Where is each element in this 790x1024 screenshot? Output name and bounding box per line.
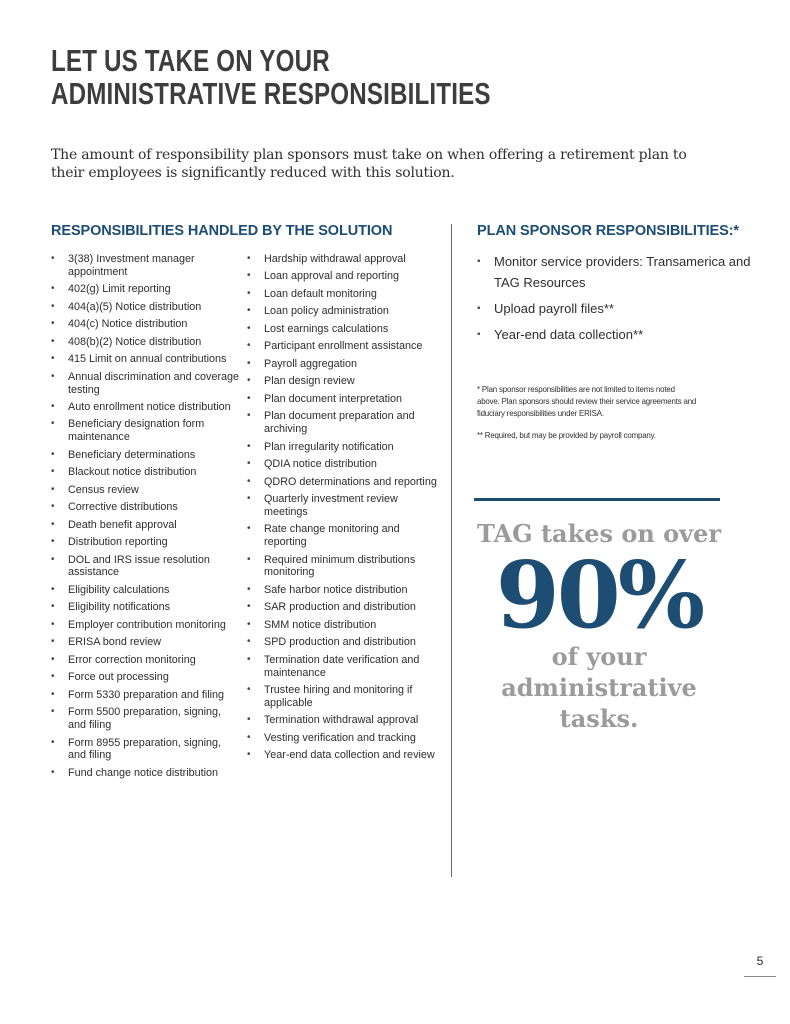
list-item: • Participant enrollment assistance [247, 340, 437, 353]
list-item: • Plan document preparation and archiving [247, 410, 437, 436]
list-item: • Fund change notice distribution [51, 767, 241, 780]
list-item: • Plan document interpretation [247, 393, 437, 406]
list-item: • QDIA notice distribution [247, 458, 437, 471]
callout-top-text: TAG takes on over [476, 519, 722, 548]
list-item: • Plan design review [247, 375, 437, 388]
sponsor-responsibilities-heading: PLAN SPONSOR RESPONSIBILITIES:* [477, 223, 739, 239]
list-item: • Loan default monitoring [247, 288, 437, 301]
solution-list-column-a [51, 253, 241, 784]
sponsor-responsibilities-list [477, 251, 757, 350]
list-item: • Trustee hiring and monitoring if applicable [247, 684, 437, 710]
list-item: • Eligibility notifications [51, 601, 241, 614]
footnote-double-asterisk: ** Required, but may be provided by payroll company. [477, 430, 656, 440]
list-item: • 3(38) Investment manager appointment [51, 253, 241, 279]
list-item: • Eligibility calculations [51, 584, 241, 597]
list-item: • Blackout notice distribution [51, 466, 241, 479]
percentage-callout [474, 518, 724, 734]
list-item: • Form 8955 preparation, signing, and filing [51, 737, 241, 763]
list-item: • 408(b)(2) Notice distribution [51, 336, 241, 349]
list-item: • Safe harbor notice distribution [247, 584, 437, 597]
list-item: • Beneficiary designation form maintenance [51, 418, 241, 444]
list-item: • Beneficiary determinations [51, 449, 241, 462]
callout-divider [474, 498, 720, 501]
list-item: • Distribution reporting [51, 536, 241, 549]
list-item: • Rate change monitoring and reporting [247, 523, 437, 549]
solution-responsibilities-heading: RESPONSIBILITIES HANDLED BY THE SOLUTION [51, 223, 393, 239]
column-divider [451, 224, 452, 877]
callout-percentage: 90% [495, 541, 703, 649]
list-item: • Form 5330 preparation and filing [51, 689, 241, 702]
intro-paragraph: The amount of responsibility plan sponsors must take on when offering a retirement plan to their employees is significantly reduced with this solution. [51, 147, 687, 181]
list-item: • Force out processing [51, 671, 241, 684]
page-title-line-1: LET US TAKE ON YOUR [51, 43, 330, 78]
list-item: • Lost earnings calculations [247, 323, 437, 336]
list-item: • ERISA bond review [51, 636, 241, 649]
list-item: • Loan policy administration [247, 305, 437, 318]
list-item: • 404(c) Notice distribution [51, 318, 241, 331]
list-item: • DOL and IRS issue resolution assistance [51, 554, 241, 580]
list-item: • QDRO determinations and reporting [247, 476, 437, 489]
footnote-single-asterisk: * Plan sponsor responsibilities are not limited to items noted above. Plan sponsors should review their service agreements and fiduciary responsibilities under ERISA. [477, 384, 697, 418]
list-item: • Quarterly investment review meetings [247, 493, 437, 519]
list-item: • Plan irregularity notification [247, 441, 437, 454]
page-title-line-2: ADMINISTRATIVE RESPONSIBILITIES [51, 76, 491, 111]
list-item: • Year-end data collection and review [247, 749, 437, 762]
solution-list-column-b [247, 253, 437, 767]
list-item: ▪ Year-end data collection** [477, 324, 757, 345]
list-item: • Death benefit approval [51, 519, 241, 532]
list-item: • Loan approval and reporting [247, 270, 437, 283]
list-item: • 415 Limit on annual contributions [51, 353, 241, 366]
list-item: • Error correction monitoring [51, 654, 241, 667]
list-item: • Annual discrimination and coverage testing [51, 371, 241, 397]
list-item: • SMM notice distribution [247, 619, 437, 632]
list-item: ▪ Upload payroll files** [477, 298, 757, 319]
list-item: • Auto enrollment notice distribution [51, 401, 241, 414]
list-item: • Vesting verification and tracking [247, 732, 437, 745]
list-item: • SPD production and distribution [247, 636, 437, 649]
callout-bottom-text: of your administrative tasks. [501, 642, 697, 733]
page-number-rule [744, 976, 776, 977]
list-item: • Termination date verification and maintenance [247, 654, 437, 680]
list-item: • Corrective distributions [51, 501, 241, 514]
list-item: • Termination withdrawal approval [247, 714, 437, 727]
list-item: • Payroll aggregation [247, 358, 437, 371]
list-item: • Form 5500 preparation, signing, and filing [51, 706, 241, 732]
page-number: 5 [756, 954, 764, 968]
list-item: • Employer contribution monitoring [51, 619, 241, 632]
list-item: • Hardship withdrawal approval [247, 253, 437, 266]
list-item: • 402(g) Limit reporting [51, 283, 241, 296]
page-title [51, 43, 491, 111]
list-item: • Required minimum distributions monitoring [247, 554, 437, 580]
list-item: ▪ Monitor service providers: Transamerica and TAG Resources [477, 251, 757, 293]
list-item: • Census review [51, 484, 241, 497]
list-item: • SAR production and distribution [247, 601, 437, 614]
list-item: • 404(a)(5) Notice distribution [51, 301, 241, 314]
